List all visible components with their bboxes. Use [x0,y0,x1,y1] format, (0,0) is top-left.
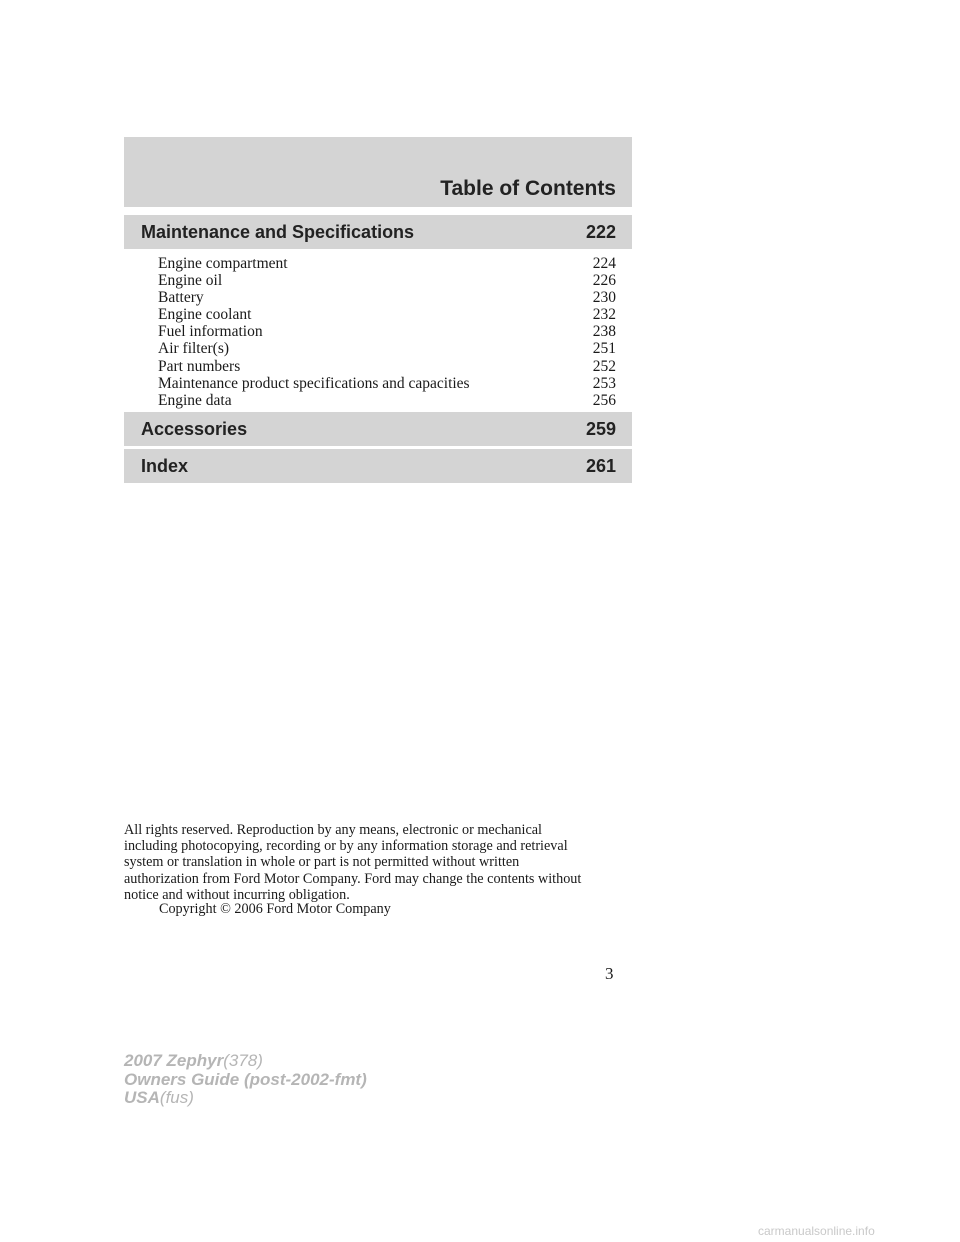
footer-line [124,1089,367,1108]
section-page: 259 [585,419,616,439]
toc-entry-label: Engine data [158,391,232,409]
toc-entry-page: 251 [592,340,616,358]
footer-region: USA [124,1088,160,1107]
rights-line: including photocopying, recording or by any information storage and retrieval [124,838,568,855]
rights-line: notice and without incurring obligation. [124,886,350,903]
toc-entry-page: 256 [592,391,616,409]
rights-line: All rights reserved. Reproduction by any means, electronic or mechanical [124,822,542,838]
document-footer [124,1052,367,1108]
toc-entry [158,375,616,392]
section-accessories [124,412,632,446]
toc-entry [158,323,616,340]
toc-entry-page: 252 [592,357,616,375]
toc-entry-label: Air filter(s) [158,340,230,358]
toc-entry-page: 226 [592,272,616,290]
toc-entry [158,289,616,306]
section-maintenance-specifications [124,215,632,249]
page-title: Table of Contents [440,177,616,200]
footer-region-code: (fus) [159,1088,194,1107]
toc-entry-page: 224 [592,255,616,272]
toc-entry [158,358,616,375]
toc-entry-page: 232 [592,306,616,324]
section-page: 261 [585,456,616,476]
watermark-text: carmanualsonline.info [758,1224,875,1238]
footer-line [124,1052,367,1071]
toc-entry-label: Part numbers [158,357,241,375]
toc-entry-label: Fuel information [158,323,263,341]
section-label: Maintenance and Specifications [141,222,415,242]
toc-entry-label: Engine oil [158,272,223,290]
footer-guide: Owners Guide (post-2002-fmt) [124,1069,367,1089]
toc-entry-page: 230 [592,289,616,307]
toc-entry-list [158,255,616,409]
section-label: Index [141,456,189,476]
section-page: 222 [585,222,616,242]
footer-line [124,1071,367,1090]
footer-model: 2007 Zephyr [124,1051,224,1070]
rights-line: authorization from Ford Motor Company. Ford may change the contents without [124,870,582,887]
toc-header [124,137,632,207]
page-number: 3 [605,964,614,983]
toc-entry-label: Battery [158,289,204,307]
toc-entry-page: 253 [592,374,616,392]
toc-entry [158,392,616,409]
rights-line: system or translation in whole or part is not permitted without written [124,854,520,871]
section-index [124,449,632,483]
toc-entry-label: Engine coolant [158,306,252,324]
toc-entry [158,306,616,323]
toc-entry [158,340,616,357]
toc-entry-label: Maintenance product specifications and capacities [158,374,470,392]
toc-entry-page: 238 [592,323,616,341]
toc-entry [158,255,616,272]
toc-entry-label: Engine compartment [158,255,288,272]
section-label: Accessories [141,419,248,439]
rights-notice [124,822,634,903]
footer-model-code: (378) [223,1051,263,1070]
toc-entry [158,272,616,289]
copyright-notice: Copyright © 2006 Ford Motor Company [159,901,391,917]
